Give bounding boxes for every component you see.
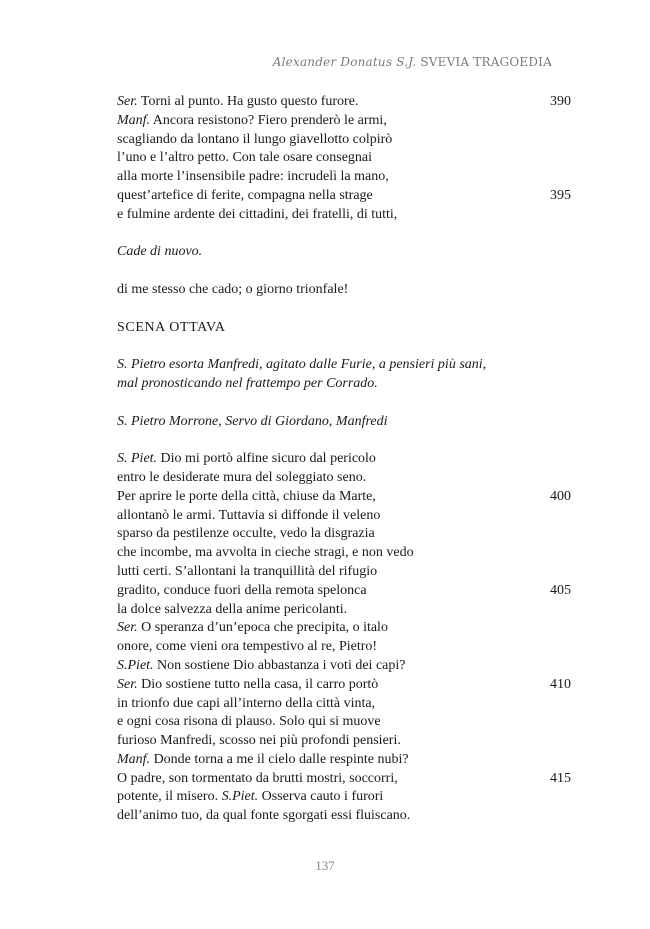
verse-line: scagliando da lontano il lungo giavellotto colpirò [117,131,393,147]
speaker-name: Ser. [117,94,138,109]
verse-line [117,676,571,695]
speaker-name: Manf. [117,751,151,767]
verse-line [117,450,557,469]
speaker-name: S.Piet. [117,657,154,673]
verse-line: furioso Manfredi, scosso nei più profondi pensieri. [117,733,401,749]
line-number: 410 [550,676,571,692]
verse-line: che incombe, ma avvolta in cieche stragi, e non vedo [117,545,414,561]
verse-line: allontanò le armi. Tuttavia si diffonde il veleno [117,507,381,523]
verse-line: entro le desiderate mura del soleggiato seno. [117,469,367,485]
line-number: 395 [550,187,571,203]
verse-line: sparso da pestilenze occulte, vedo la disgrazia [117,526,375,542]
verse-line: in trionfo due capi all’interno della città vinta, [117,695,376,711]
verse-line [117,657,557,676]
verse-line: onore, come vieni ora tempestivo al re, Pietro! [117,639,378,655]
verse-text: Non sostiene Dio abbastanza i voti dei capi? [153,657,406,673]
verse-text: Donde torna a me il cielo dalle respinte nubi? [150,751,409,767]
verse-line [117,582,571,601]
verse-line [117,788,557,807]
speaker-name: Ser. [117,676,138,692]
verse-line: e fulmine ardente dei cittadini, dei fratelli, di tutti, [117,206,398,222]
verse-line: lutti certi. S’allontani la tranquillità del rifugio [117,563,378,579]
verse-line [117,112,557,131]
speaker-name: S. Piet. [117,451,158,467]
line-number: 405 [550,582,571,598]
verse-line: l’uno e l’altro petto. Con tale osare consegnai [117,150,373,166]
page-body [117,93,571,826]
verse-text: O speranza d’un’epoca che precipita, o italo [137,620,388,636]
scene-summary-line: S. Pietro esorta Manfredi, agitato dalle Furie, a pensieri più sani, [117,357,487,373]
line-number: 400 [550,488,571,504]
verse-line: dell’animo tuo, da qual fonte sgorgati essi fluiscano. [117,808,411,824]
header-author: Alexander Donatus S.J. [272,55,417,69]
character-list: S. Pietro Morrone, Servo di Giordano, Manfredi [117,413,388,429]
verse-line [117,488,571,507]
verse-line: la dolce salvezza della anime pericolanti. [117,601,348,617]
verse-line [117,187,571,206]
speaker-name: S.Piet. [221,789,259,805]
page-number: 137 [315,858,335,873]
verse-text: O padre, son tormentato da brutti mostri, soccorri, [117,770,398,786]
verse-text: Dio sostiene tutto nella casa, il carro portò [137,676,379,692]
verse-text: Osserva cauto i furori [258,789,384,805]
line-number: 390 [550,94,571,109]
verse-line: di me stesso che cado; o giorno trionfale! [117,281,349,297]
verse-text: quest’artefice di ferite, compagna nella strage [117,187,373,203]
speaker-name: Manf. [117,112,151,128]
running-header [273,55,552,69]
verse-text: gradito, conduce fuori della remota spelonca [117,582,367,598]
verse-line [117,770,571,789]
verse-text: Dio mi portò alfine sicuro dal pericolo [157,451,376,467]
verse-text: potente, il misero. [117,789,222,805]
verse-line [117,93,571,112]
verse-text: Per aprire le porte della città, chiuse da Marte, [117,488,376,504]
verse-text: Ancora resistono? Fiero prenderò le armi, [150,112,387,128]
stage-direction: Cade di nuovo. [117,244,203,260]
scene-title: SCENA OTTAVA [117,319,226,335]
verse-line: e ogni cosa risona di plauso. Solo qui si muove [117,714,381,730]
header-title: SVEVIA TRAGOEDIA [420,55,552,69]
scene-summary-line: mal pronosticando nel frattempo per Corrado. [117,375,378,391]
line-number: 415 [550,770,571,786]
verse-line: alla morte l’insensibile padre: incrudelì la mano, [117,169,389,185]
verse-text: Torni al punto. Ha gusto questo furore. [137,94,359,109]
verse-line [117,619,557,638]
verse-line [117,751,557,770]
speaker-name: Ser. [117,620,138,636]
